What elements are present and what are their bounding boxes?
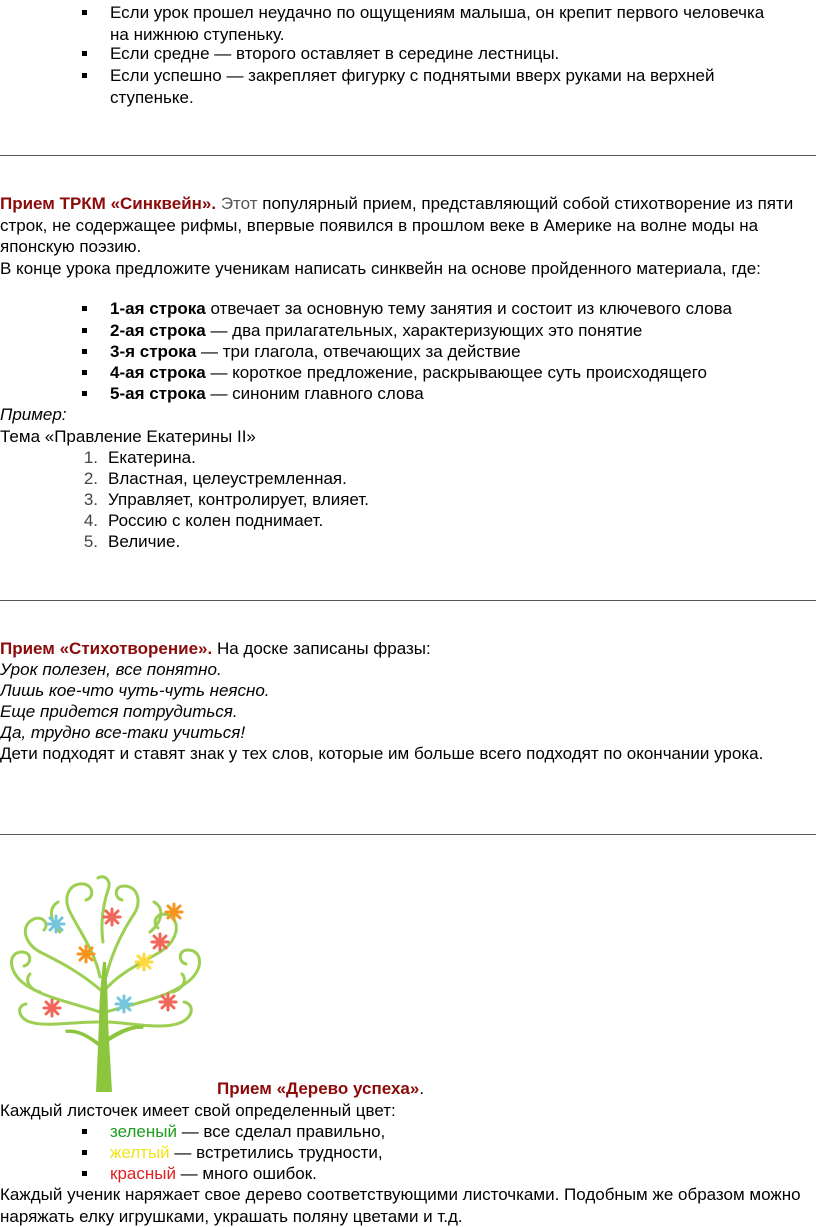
item-text: — все сделал правильно, [176,1122,386,1141]
list-item [82,65,782,109]
tree-heading-line [217,1078,807,1100]
poem-line: Урок полезен, все понятно. [0,660,222,679]
item-text: Россию с колен поднимает. [108,511,324,530]
list-item [82,341,782,363]
bullet-icon [82,306,87,311]
list-item-text: Если урок прошел неудачно по ощущениям малыша, он крепит первого человечка на нижнюю ступеньку. [110,3,765,44]
line-label: 1-ая строка [110,299,206,318]
item-text: Величие. [108,532,181,551]
poem-line: Еще придется потрудиться. [0,702,238,721]
numbered-item [78,510,478,532]
item-number: 3. [83,490,98,509]
poem-intro-text: На доске записаны фразы: [212,639,431,658]
bullet-icon [82,1129,87,1134]
line-label: 5-ая строка [110,384,206,403]
poem-line: Лишь кое-что чуть-чуть неясно. [0,681,270,700]
tree-outro: Каждый ученик наряжает свое дерево соответствующими листочками. Подобным же образом можно наряжать елку игрушками, украшать поляну цветами и т.д. [0,1185,801,1226]
list-item [82,43,782,65]
list-item-text: Если средне — второго оставляет в середине лестницы. [110,44,560,63]
list-item [82,383,782,405]
success-tree-icon [0,872,215,1092]
heading-dot: . [419,1079,425,1098]
color-word-red: красный [110,1164,176,1183]
bullet-icon [82,73,87,78]
numbered-item [78,531,478,553]
sinkwine-task: В конце урока предложите ученикам написать синквейн на основе пройденного материала, где: [0,259,761,278]
color-word-yellow: желтый [110,1143,170,1162]
example-theme: Тема «Правление Екатерины II» [0,427,256,446]
line-text: — два прилагательных, характеризующих это понятие [205,321,643,340]
poem-outro: Дети подходят и ставят знак у тех слов, которые им больше всего подходят по окончании урока. [0,744,764,763]
line-label: 3-я строка [110,342,197,361]
line-label: 4-ая строка [110,363,206,382]
bullet-icon [82,1150,87,1155]
list-item [82,298,782,320]
intro-text: популярный прием, представляющий собой стихотворение из пяти строк, не содержащее рифмы, впервые появился в прошлом веке в Америке на волне моды на японскую поэзию. [0,194,794,256]
list-item-text: Если успешно — закрепляет фигурку с поднятыми вверх руками на верхней ступеньке. [110,66,715,107]
intro-gray-word: Этот [216,194,258,213]
line-text: — короткое предложение, раскрывающее суть происходящего [205,363,708,382]
list-item [82,1142,782,1164]
section-divider [0,600,816,601]
tree-heading: Прием «Дерево успеха» [217,1079,420,1098]
poem-line: Да, трудно все-таки учиться! [0,723,246,742]
bullet-icon [82,370,87,375]
line-text: — три глагола, отвечающих за действие [196,342,521,361]
item-text: Управляет, контролирует, влияет. [108,490,369,509]
item-text: Екатерина. [108,448,196,467]
color-word-green: зеленый [110,1122,177,1141]
poem-intro [0,638,812,660]
item-number: 1. [83,448,98,467]
section-divider [0,155,816,156]
sinkwine-heading: Прием ТРКМ «Синквейн». [0,194,217,213]
numbered-item [78,489,478,511]
poem-heading: Прием «Стихотворение». [0,639,213,658]
numbered-item [78,468,478,490]
list-item [82,320,782,342]
section-divider [0,834,816,835]
item-text: Властная, целеустремленная. [108,469,347,488]
numbered-item [78,447,478,469]
tree-intro: Каждый листочек имеет свой определенный цвет: [0,1101,396,1120]
item-number: 2. [83,469,98,488]
example-label: Пример: [0,405,67,424]
list-item [82,2,782,46]
bullet-icon [82,328,87,333]
bullet-icon [82,51,87,56]
bullet-icon [82,349,87,354]
list-item [82,362,782,384]
bullet-icon [82,1171,87,1176]
line-label: 2-ая строка [110,321,206,340]
list-item [82,1163,782,1185]
list-item [82,1121,782,1143]
bullet-icon [82,391,87,396]
item-number: 5. [83,532,98,551]
item-text: — встретились трудности, [169,1143,383,1162]
line-text: отвечает за основную тему занятия и состоит из ключевого слова [205,299,732,318]
line-text: — синоним главного слова [205,384,424,403]
bullet-icon [82,10,87,15]
item-number: 4. [83,511,98,530]
item-text: — много ошибок. [175,1164,317,1183]
sinkwine-intro [0,193,812,258]
